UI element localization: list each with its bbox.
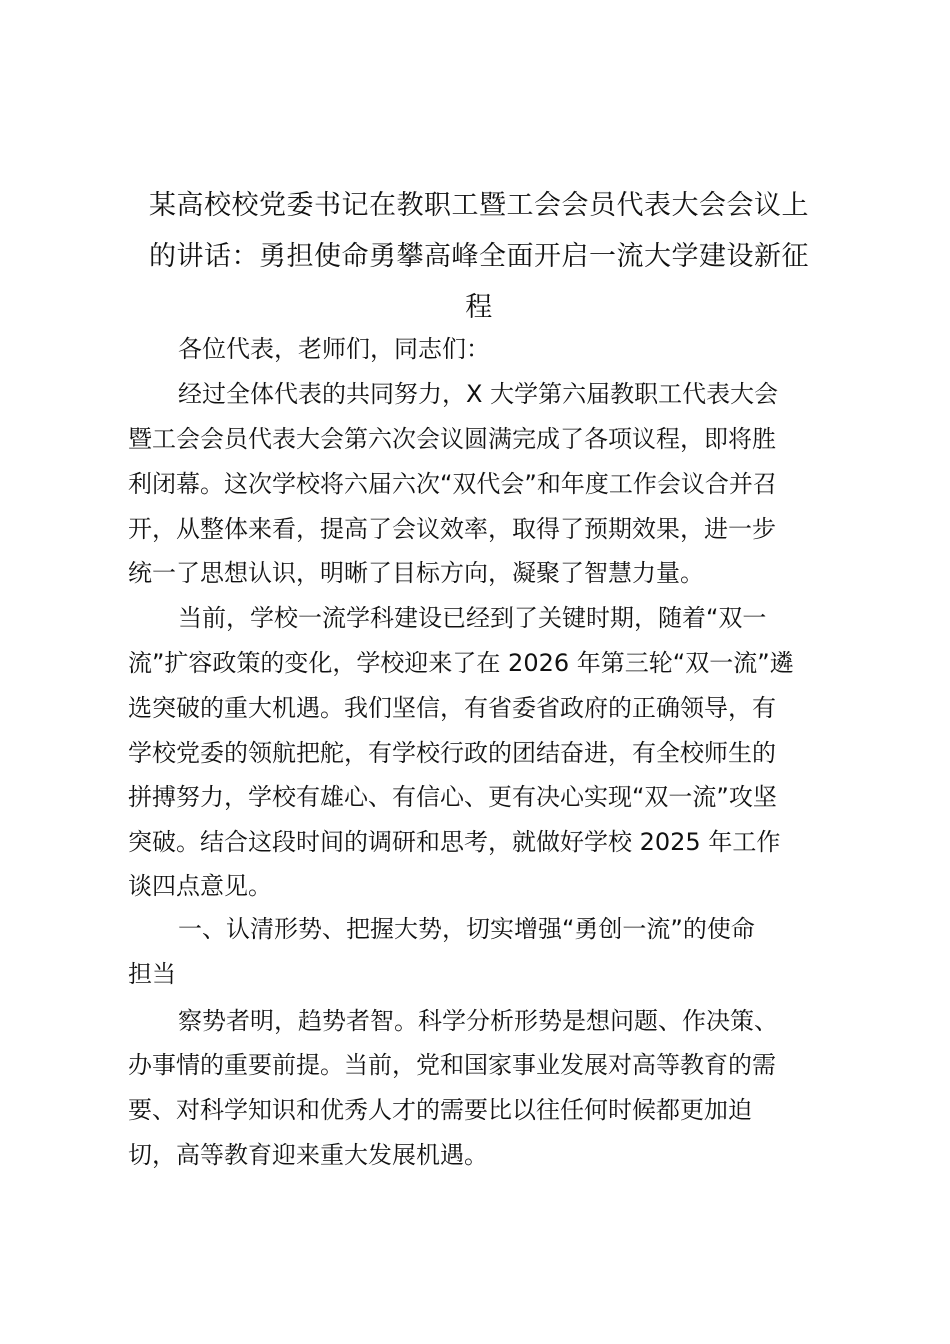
section-heading: 担当 bbox=[128, 960, 176, 988]
paragraph-line: 利闭幕。这次学校将六届六次“双代会”和年度工作会议合并召 bbox=[128, 470, 777, 498]
paragraph-line: 切，高等教育迎来重大发展机遇。 bbox=[128, 1141, 488, 1169]
paragraph-line: 暨工会会员代表大会第六次会议圆满完成了各项议程，即将胜 bbox=[128, 425, 776, 453]
paragraph-line: 经过全体代表的共同努力，X 大学第六届教职工代表大会 bbox=[178, 380, 779, 408]
paragraph-line: 统一了思想认识，明晰了目标方向，凝聚了智慧力量。 bbox=[128, 559, 704, 587]
paragraph-line: 学校党委的领航把舵，有学校行政的团结奋进，有全校师生的 bbox=[128, 739, 776, 767]
document-title bbox=[126, 180, 832, 333]
section-heading: 一、认清形势、把握大势，切实增强“勇创一流”的使命 bbox=[178, 915, 755, 943]
title-line: 程 bbox=[465, 292, 493, 323]
title-line: 某高校校党委书记在教职工暨工会会员代表大会会议上 bbox=[149, 190, 809, 221]
paragraph-line: 开，从整体来看，提高了会议效率，取得了预期效果，进一步 bbox=[128, 515, 776, 543]
paragraph-line: 办事情的重要前提。当前，党和国家事业发展对高等教育的需 bbox=[128, 1051, 776, 1079]
title-line: 的讲话：勇担使命勇攀高峰全面开启一流大学建设新征 bbox=[149, 241, 809, 272]
paragraph-line: 流”扩容政策的变化，学校迎来了在 2026 年第三轮“双一流”遴 bbox=[128, 649, 794, 677]
salutation: 各位代表，老师们，同志们： bbox=[178, 335, 490, 363]
paragraph-line: 选突破的重大机遇。我们坚信，有省委省政府的正确领导，有 bbox=[128, 694, 776, 722]
paragraph-line: 要、对科学知识和优秀人才的需要比以往任何时候都更加迫 bbox=[128, 1096, 752, 1124]
paragraph-line: 谈四点意见。 bbox=[128, 872, 272, 900]
paragraph-line: 当前，学校一流学科建设已经到了关键时期，随着“双一 bbox=[178, 604, 767, 632]
paragraph-line: 拼搏努力，学校有雄心、有信心、更有决心实现“双一流”攻坚 bbox=[128, 783, 777, 811]
paragraph-line: 突破。结合这段时间的调研和思考，就做好学校 2025 年工作 bbox=[128, 828, 781, 856]
paragraph-line: 察势者明，趋势者智。科学分析形势是想问题、作决策、 bbox=[178, 1007, 778, 1035]
